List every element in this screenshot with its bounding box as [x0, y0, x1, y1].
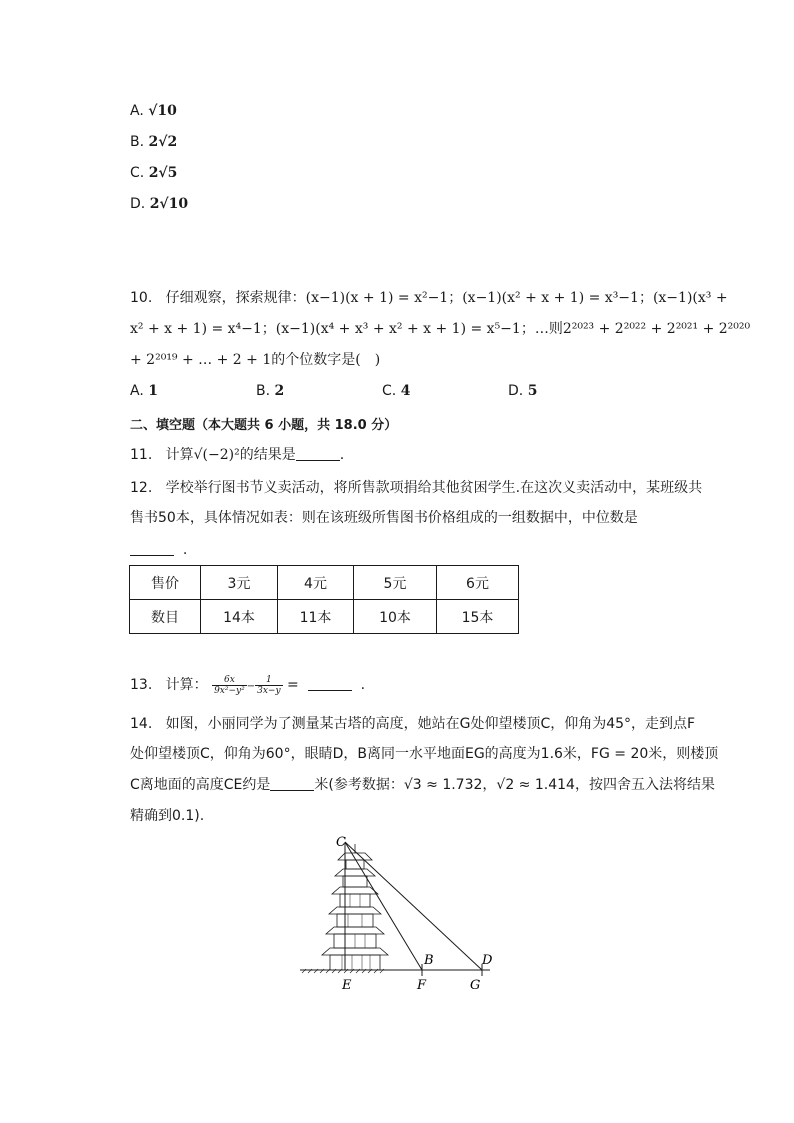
table-cell: 售价 [130, 566, 201, 600]
fraction-1 [212, 675, 247, 696]
question-text: 计算： [165, 677, 208, 693]
table-cell: 15本 [437, 600, 519, 634]
q10-line-2: x² + x + 1) = x⁴−1；(x−1)(x⁴ + x³ + x² + x + 1) = x⁵−1；…则2²⁰²³ + 2²⁰²² + 2²⁰²¹ + 2²⁰²⁰ [130, 321, 751, 337]
fraction-denominator: 9x²−y² [214, 685, 245, 696]
option-value: √10 [148, 103, 177, 119]
period: . [182, 542, 188, 558]
minus-sign: − [246, 681, 256, 692]
fraction-2 [255, 675, 282, 696]
answer-blank[interactable] [270, 776, 314, 791]
q9-option-b [130, 134, 177, 150]
option-value: 2√2 [148, 134, 178, 150]
q12-line-2: 售书50本，具体情况如表：则在该班级所售图书价格组成的一组数据中，中位数是 [130, 510, 638, 526]
fraction-numerator: 6x [212, 675, 247, 686]
q14-line-3 [130, 775, 715, 795]
section-2-header: 二、填空题（本大题共 6 小题，共 18.0 分） [130, 418, 398, 433]
label-g: G [470, 978, 481, 993]
option-letter: D. [130, 196, 146, 212]
label-f: F [417, 978, 427, 993]
question-number: 10. [130, 290, 153, 306]
q11 [130, 445, 344, 465]
option-value: 1 [148, 383, 158, 399]
option-letter: A. [130, 103, 144, 119]
q12-price-table [129, 565, 519, 634]
label-b: B [424, 953, 434, 968]
label-e: E [342, 978, 352, 993]
tower-figure [290, 830, 510, 1000]
question-text: 的结果是 [239, 447, 296, 463]
label-d: D [482, 953, 493, 968]
q10-line-1 [130, 288, 728, 308]
q10-option-a [130, 383, 158, 399]
option-letter: C. [130, 165, 145, 181]
q9-option-d [130, 196, 188, 212]
option-letter: A. [130, 383, 144, 399]
equals-sign: = [287, 677, 299, 693]
q14-line-4: 精确到0.1). [130, 808, 205, 824]
option-value: 2 [274, 383, 285, 399]
fraction-denominator: 3x−y [257, 685, 281, 696]
option-letter: B. [256, 383, 271, 399]
option-letter: D. [508, 383, 524, 399]
question-text: 计算 [165, 447, 194, 463]
q9-option-c [130, 165, 177, 181]
table-cell: 10本 [354, 600, 437, 634]
q12-line-1 [130, 478, 702, 498]
question-text: C离地面的高度CE约是 [130, 777, 271, 793]
table-row [130, 566, 519, 600]
q12-line-3 [130, 540, 187, 560]
math-expression: √(−2)² [193, 447, 240, 463]
q14-line-1 [130, 714, 695, 734]
answer-blank[interactable] [130, 541, 174, 556]
table-cell: 14本 [201, 600, 278, 634]
question-number: 14. [130, 716, 153, 732]
period: . [360, 677, 366, 693]
q13 [130, 674, 365, 696]
q10-option-c [382, 383, 410, 399]
q10-line-3: + 2²⁰¹⁹ + … + 2 + 1的个位数字是( ) [130, 352, 381, 368]
question-number: 11. [130, 447, 153, 463]
option-letter: C. [382, 383, 397, 399]
q9-option-a [130, 103, 177, 119]
question-number: 13. [130, 677, 153, 693]
question-text: 如图，小丽同学为了测量某古塔的高度，她站在G处仰望楼顶C，仰角为45°，走到点F [165, 716, 696, 732]
label-c: C [336, 835, 346, 850]
answer-blank[interactable] [296, 446, 340, 461]
pagoda-icon [322, 844, 388, 970]
table-cell: 3元 [201, 566, 278, 600]
table-cell: 11本 [278, 600, 354, 634]
option-letter: B. [130, 134, 145, 150]
option-value: 4 [400, 383, 411, 399]
question-text: 学校举行图书节义卖活动，将所售款项捐给其他贫困学生.在这次义卖活动中，某班级共 [165, 480, 703, 496]
table-cell: 数目 [130, 600, 201, 634]
question-number: 12. [130, 480, 153, 496]
period: . [339, 447, 345, 463]
table-cell: 5元 [354, 566, 437, 600]
option-value: 2√10 [149, 196, 189, 212]
table-cell: 6元 [437, 566, 519, 600]
table-row [130, 600, 519, 634]
option-value: 2√5 [148, 165, 178, 181]
fraction-numerator: 1 [255, 675, 282, 686]
segment-cd [345, 842, 482, 970]
question-text: 米(参考数据：√3 ≈ 1.732，√2 ≈ 1.414，按四舍五入法将结果 [314, 777, 715, 793]
option-value: 5 [527, 383, 538, 399]
answer-blank[interactable] [308, 676, 352, 691]
question-text: 仔细观察，探索规律：(x−1)(x + 1) = x²−1；(x−1)(x² + x + 1) = x³−1；(x−1)(x³ + [165, 290, 728, 306]
table-cell: 4元 [278, 566, 354, 600]
q10-option-b [256, 383, 284, 399]
q14-line-2: 处仰望楼顶C，仰角为60°，眼睛D，B离同一水平地面EG的高度为1.6米，FG = 20米，则楼顶 [130, 746, 719, 762]
q10-option-d [508, 383, 537, 399]
